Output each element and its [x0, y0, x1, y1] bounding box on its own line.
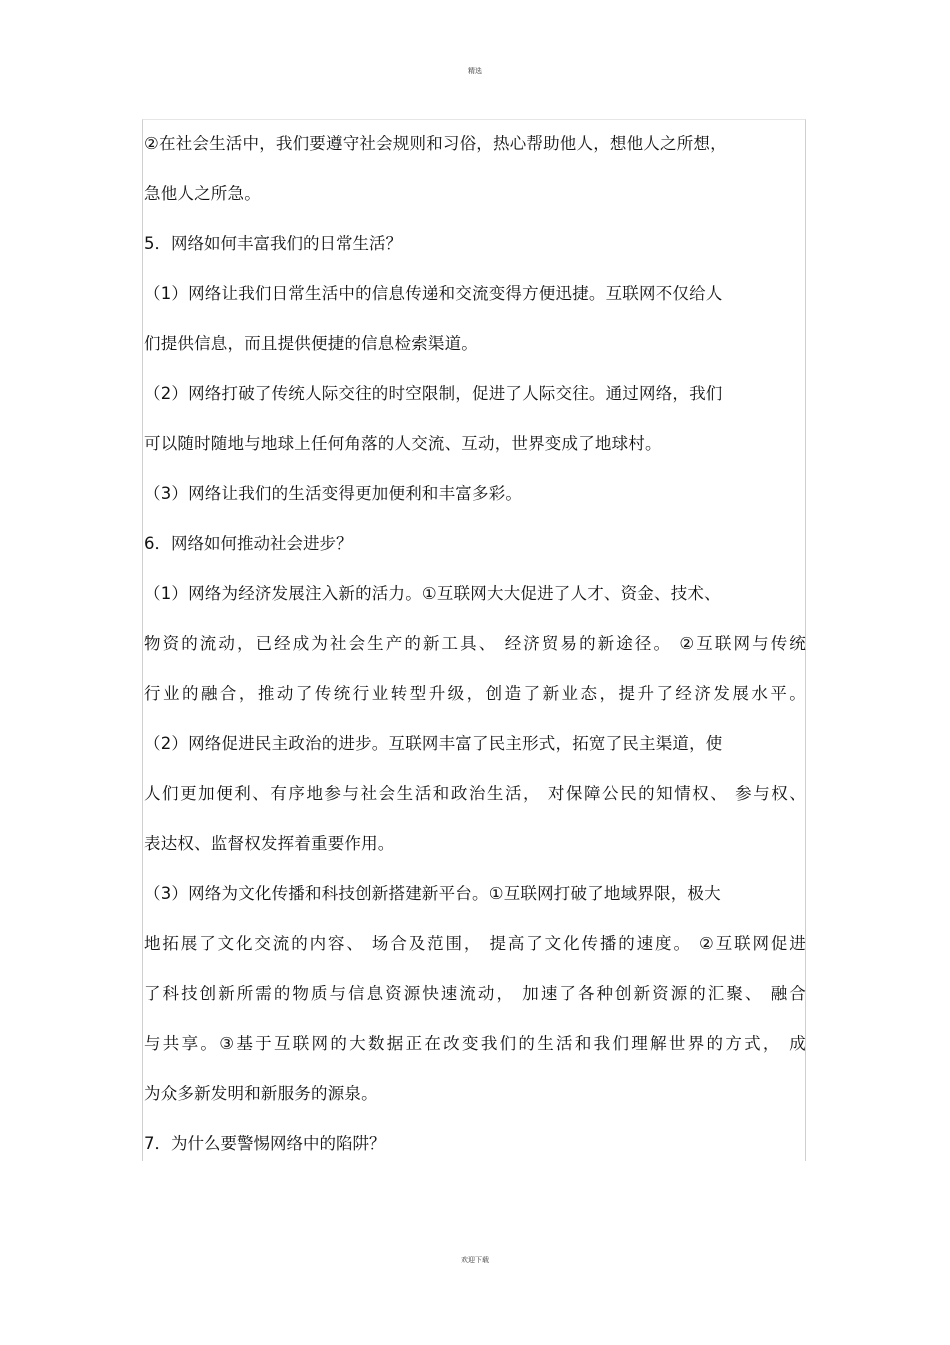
- paragraph-line: （3）网络为文化传播和科技创新搭建新平台。①互联网打破了地域界限，极大: [144, 884, 721, 903]
- paragraph-line: 可以随时随地与地球上任何角落的人交流、互动，世界变成了地球村。: [144, 434, 662, 453]
- paragraph-line: 地拓展了文化交流的内容、 场合及范围， 提高了文化传播的速度。 ②互联网促进: [144, 934, 806, 953]
- paragraph-line: （2）网络促进民主政治的进步。互联网丰富了民主形式，拓宽了民主渠道，使: [144, 734, 723, 753]
- paragraph-line: （2）网络打破了传统人际交往的时空限制，促进了人际交往。通过网络，我们: [144, 384, 723, 403]
- page-footer-mark: 欢迎下载: [461, 1256, 489, 1264]
- question-heading-5: 5．网络如何丰富我们的日常生活？: [144, 234, 402, 253]
- paragraph-line: 了科技创新所需的物质与信息资源快速流动， 加速了各种创新资源的汇聚、 融合: [144, 984, 806, 1003]
- paragraph-line: 行业的融合，推动了传统行业转型升级，创造了新业态，提升了经济发展水平。: [144, 684, 806, 703]
- paragraph-line: 与共享。③基于互联网的大数据正在改变我们的生活和我们理解世界的方式， 成: [144, 1034, 806, 1053]
- paragraph-line: 物资的流动，已经成为社会生产的新工具、 经济贸易的新途径。 ②互联网与传统: [144, 634, 806, 653]
- paragraph-line: 为众多新发明和新服务的源泉。: [144, 1084, 378, 1103]
- paragraph-line: 们提供信息，而且提供便捷的信息检索渠道。: [144, 334, 478, 353]
- paragraph-line: 表达权、监督权发挥着重要作用。: [144, 834, 395, 853]
- paragraph-line: （1）网络让我们日常生活中的信息传递和交流变得方便迅捷。互联网不仅给人: [144, 284, 723, 303]
- paragraph-line: （1）网络为经济发展注入新的活力。①互联网大大促进了人才、资金、技术、: [144, 584, 721, 603]
- question-heading-7: 7．为什么要警惕网络中的陷阱？: [144, 1134, 386, 1153]
- page-header-mark: 精选: [468, 67, 482, 75]
- paragraph-line: ②在社会生活中，我们要遵守社会规则和习俗，热心帮助他人，想他人之所想，: [144, 134, 727, 153]
- paragraph-line: 人们更加便利、有序地参与社会生活和政治生活， 对保障公民的知情权、 参与权、: [144, 784, 806, 803]
- question-heading-6: 6．网络如何推动社会进步？: [144, 534, 353, 553]
- paragraph-line: （3）网络让我们的生活变得更加便利和丰富多彩。: [144, 484, 523, 503]
- paragraph-line: 急他人之所急。: [144, 184, 261, 203]
